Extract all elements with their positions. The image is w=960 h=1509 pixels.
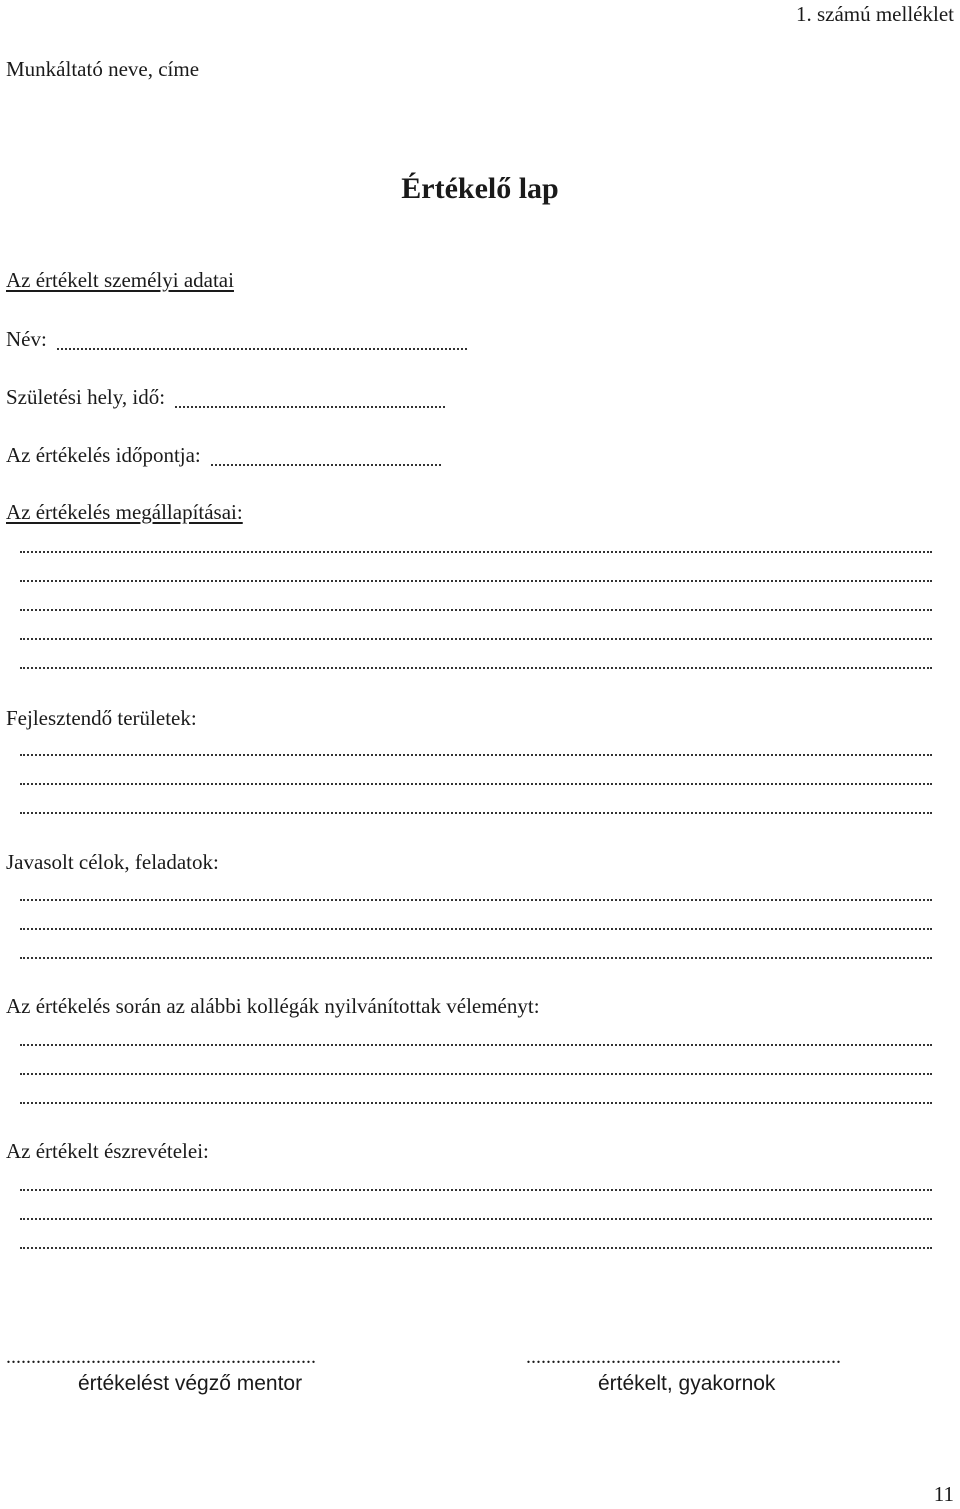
mentor-signature-label: értékelést végző mentor — [78, 1372, 303, 1395]
goals-heading: Javasolt célok, feladatok: — [6, 850, 219, 874]
colleagues-line[interactable] — [20, 1042, 932, 1046]
goals-line[interactable] — [20, 926, 932, 930]
findings-heading: Az értékelés megállapításai: — [6, 500, 243, 524]
development-heading: Fejlesztendő területek: — [6, 706, 197, 730]
name-field[interactable] — [6, 327, 477, 352]
goals-line[interactable] — [20, 897, 932, 901]
date-dots — [211, 450, 451, 468]
development-line[interactable] — [20, 810, 932, 814]
birth-field[interactable] — [6, 385, 455, 410]
findings-line[interactable] — [20, 549, 932, 553]
birth-dots — [175, 392, 455, 410]
personal-data-heading: Az értékelt személyi adatai — [6, 268, 234, 292]
remarks-line[interactable] — [20, 1245, 932, 1249]
remarks-heading: Az értékelt észrevételei: — [6, 1139, 209, 1163]
annex-label: 1. számú melléklet — [795, 2, 954, 26]
page-title: Értékelő lap — [401, 172, 559, 205]
findings-line[interactable] — [20, 665, 932, 669]
name-dots — [57, 334, 477, 352]
name-label: Név: — [6, 327, 47, 351]
remarks-line[interactable] — [20, 1216, 932, 1220]
birth-label: Születési hely, idő: — [6, 385, 166, 409]
remarks-line[interactable] — [20, 1187, 932, 1191]
findings-line[interactable] — [20, 607, 932, 611]
development-line[interactable] — [20, 781, 932, 785]
colleagues-line[interactable] — [20, 1071, 932, 1075]
employer-name-address: Munkáltató neve, címe — [6, 57, 200, 81]
date-field[interactable] — [6, 443, 451, 468]
date-label: Az értékelés időpontja: — [6, 443, 201, 467]
mentor-signature-line[interactable]: .............................................................. — [6, 1346, 316, 1368]
goals-line[interactable] — [20, 955, 932, 959]
colleagues-line[interactable] — [20, 1100, 932, 1104]
intern-signature-label: értékelt, gyakornok — [598, 1372, 776, 1395]
development-line[interactable] — [20, 752, 932, 756]
intern-signature-line[interactable]: ............................................................... — [526, 1346, 841, 1368]
findings-line[interactable] — [20, 636, 932, 640]
colleagues-heading: Az értékelés során az alábbi kollégák nyilvánítottak véleményt: — [6, 994, 540, 1018]
page-number: 11 — [933, 1482, 954, 1506]
findings-line[interactable] — [20, 578, 932, 582]
